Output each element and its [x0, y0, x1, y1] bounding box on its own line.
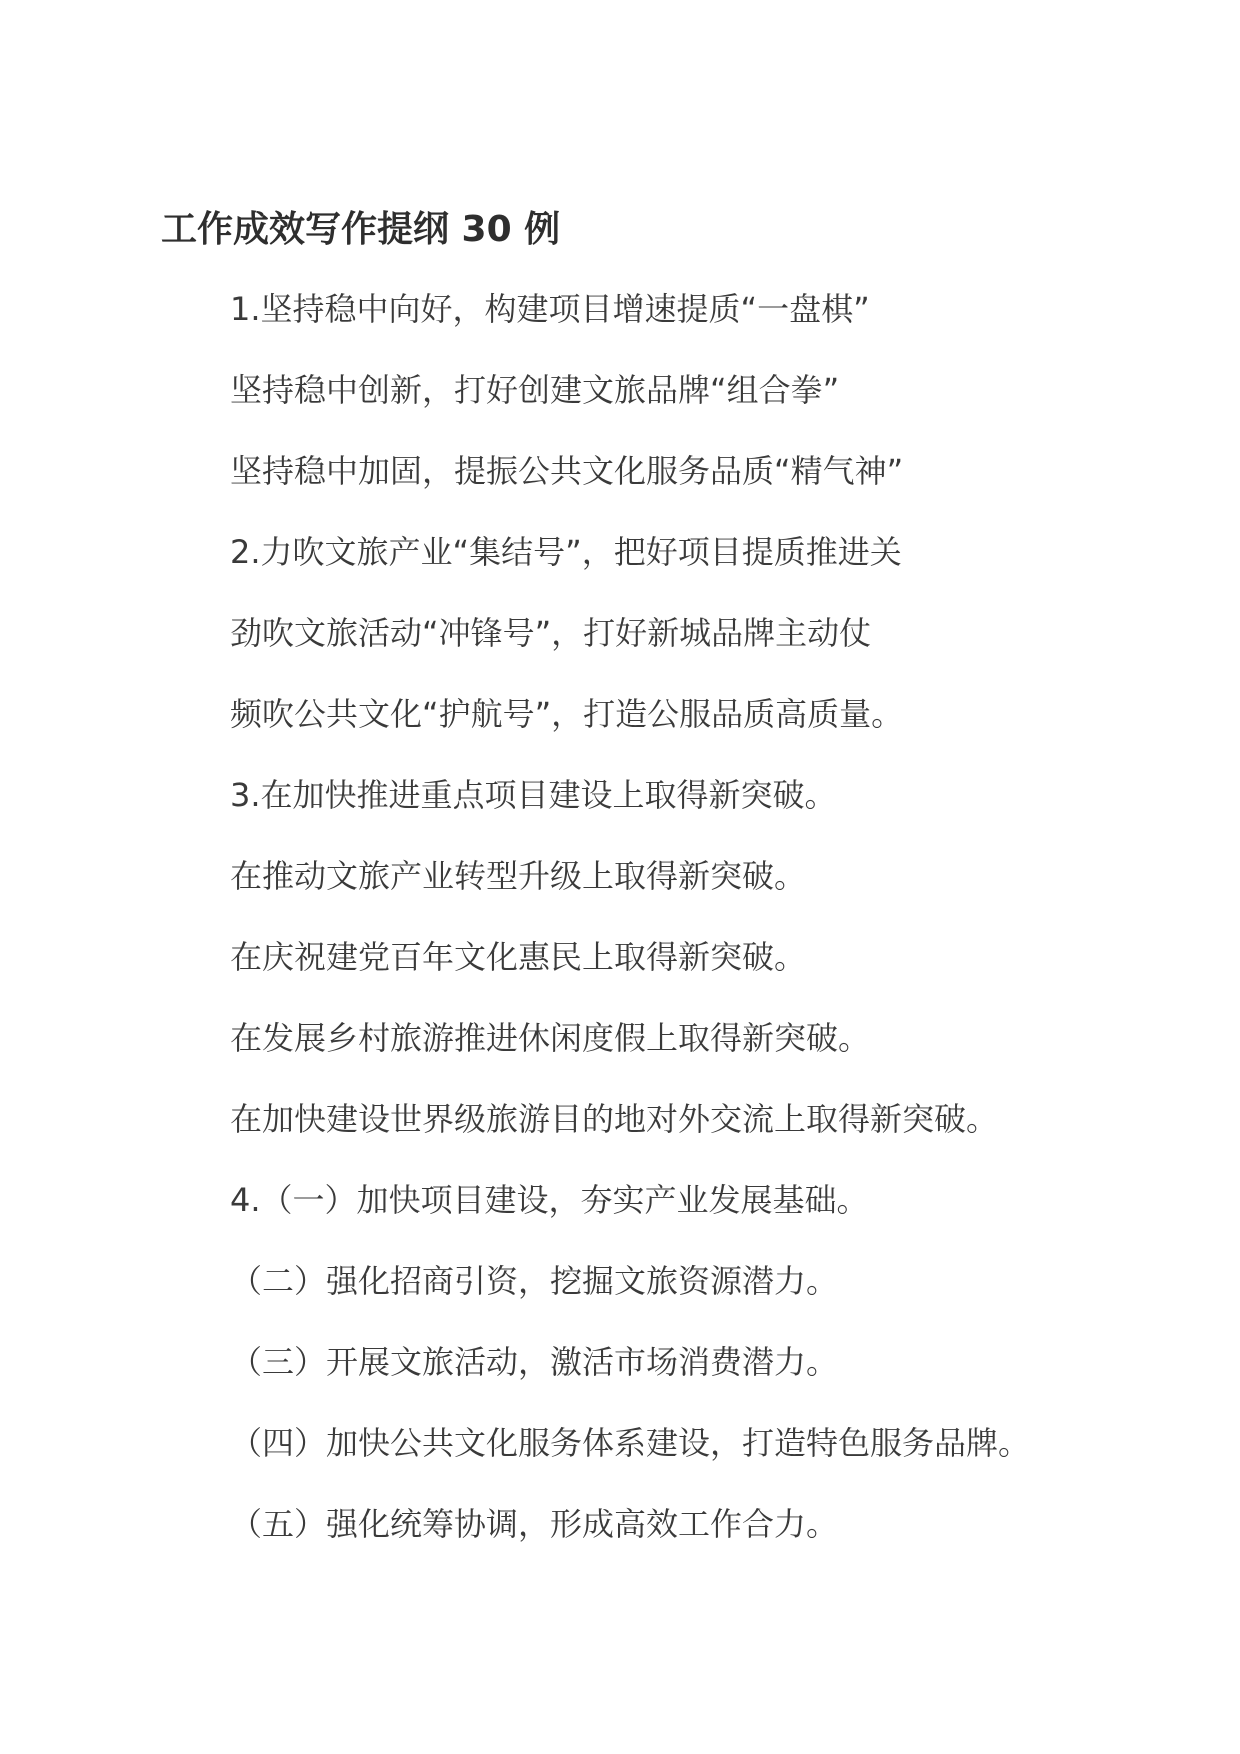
outline-line: 坚持稳中加固，提振公共文化服务品质“精气神”: [230, 452, 904, 490]
outline-line: 在推动文旅产业转型升级上取得新突破。: [230, 857, 807, 895]
outline-line: （五）强化统筹协调，形成高效工作合力。: [230, 1505, 839, 1543]
outline-line: 在加快建设世界级旅游目的地对外交流上取得新突破。: [230, 1100, 999, 1138]
outline-line: 4.（一）加快项目建设，夯实产业发展基础。: [230, 1181, 869, 1219]
outline-line: 频吹公共文化“护航号”，打造公服品质高质量。: [230, 695, 904, 733]
outline-line: 在发展乡村旅游推进休闲度假上取得新突破。: [230, 1019, 871, 1057]
outline-line: （二）强化招商引资，挖掘文旅资源潜力。: [230, 1262, 839, 1300]
outline-list: [230, 269, 1030, 1565]
outline-line: 1.坚持稳中向好，构建项目增速提质“一盘棋”: [230, 290, 870, 328]
outline-line: （三）开展文旅活动，激活市场消费潜力。: [230, 1343, 839, 1381]
outline-line: 2.力吹文旅产业“集结号”，把好项目提质推进关: [230, 533, 902, 571]
outline-line: 在庆祝建党百年文化惠民上取得新突破。: [230, 938, 807, 976]
document-title: 工作成效写作提纲 30 例: [161, 209, 561, 250]
outline-line: （四）加快公共文化服务体系建设，打造特色服务品牌。: [230, 1424, 1031, 1462]
outline-line: 劲吹文旅活动“冲锋号”，打好新城品牌主动仗: [230, 614, 872, 652]
outline-line: 3.在加快推进重点项目建设上取得新突破。: [230, 776, 837, 814]
outline-line: 坚持稳中创新，打好创建文旅品牌“组合拳”: [230, 371, 840, 409]
